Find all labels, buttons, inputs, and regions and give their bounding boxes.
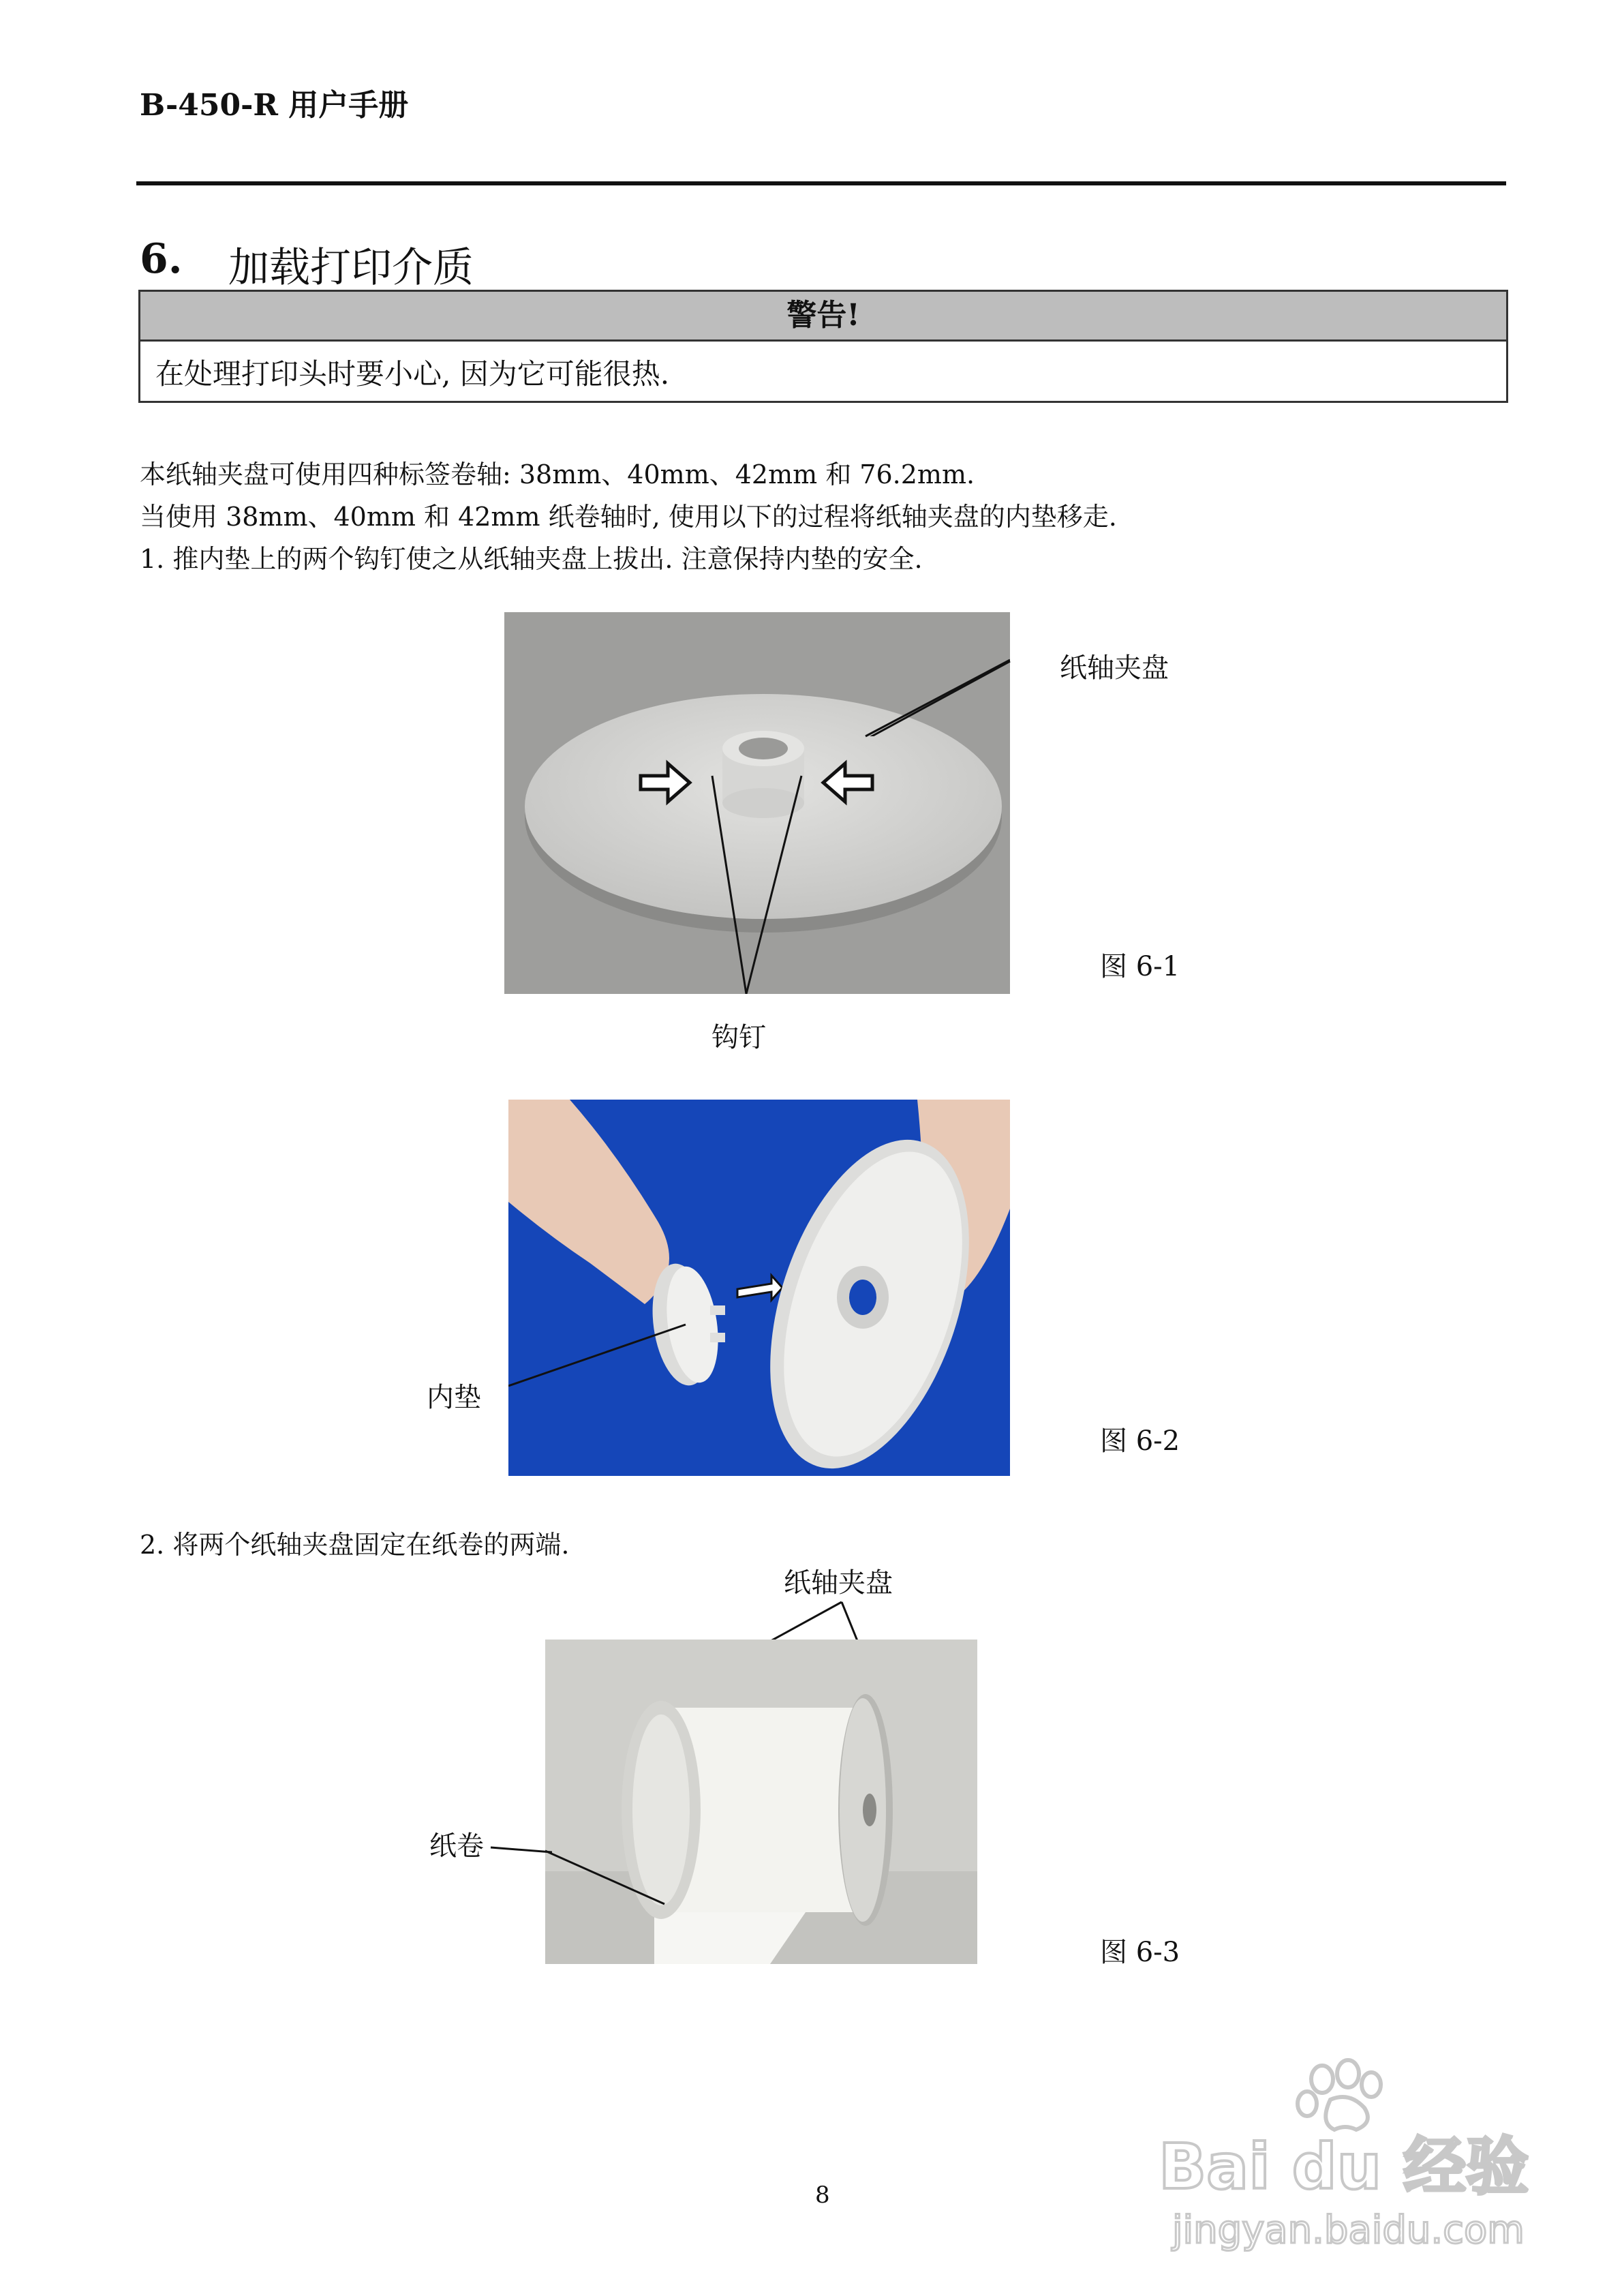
baidu-watermark [1152, 2052, 1533, 2256]
photo-remove-pad [508, 1100, 1010, 1476]
callout-hooks: 钩钉 [711, 1022, 766, 1053]
photo-roll-with-flanges [545, 1640, 977, 1964]
figure-label-6-3: 图 6-3 [1100, 1937, 1180, 1968]
baidu-paw-icon [1152, 2052, 1533, 2256]
header-rule [136, 181, 1506, 185]
page-number: 8 [815, 2181, 830, 2209]
callout-paper-roll: 纸卷 [429, 1830, 484, 1862]
callout-line-flange [866, 600, 1036, 736]
callout-inner-pad: 内垫 [427, 1382, 481, 1413]
paragraph-1: 本纸轴夹盘可使用四种标签卷轴: 38mm、40mm、42mm 和 76.2mm. [140, 459, 975, 489]
section-title: 加载打印介质 [228, 244, 474, 292]
callout-line-roll [477, 1834, 552, 1861]
warning-box [138, 290, 1508, 403]
watermark-url: jingyan.baidu.com [1172, 2208, 1525, 2252]
warning-text: 在处理打印头时要小心, 因为它可能很热. [155, 357, 670, 391]
figure-label-6-2: 图 6-2 [1100, 1425, 1180, 1457]
header-title: B-450-R 用户手册 [140, 88, 409, 123]
callout-spool-flanges: 纸轴夹盘 [784, 1567, 893, 1599]
watermark-brand: Bai du 经验 [1159, 2130, 1529, 2203]
step-2: 2. 将两个纸轴夹盘固定在纸卷的两端. [140, 1530, 570, 1560]
paragraph-3: 1. 推内垫上的两个钩钉使之从纸轴夹盘上拔出. 注意保持内垫的安全. [140, 544, 923, 574]
warning-heading: 警告! [140, 292, 1506, 342]
callout-spool-flange: 纸轴夹盘 [1060, 652, 1169, 684]
paragraph-2: 当使用 38mm、40mm 和 42mm 纸卷轴时, 使用以下的过程将纸轴夹盘的内垫移走. [140, 502, 1117, 532]
section-number: 6. [140, 235, 183, 283]
figure-label-6-1: 图 6-1 [1100, 951, 1180, 982]
